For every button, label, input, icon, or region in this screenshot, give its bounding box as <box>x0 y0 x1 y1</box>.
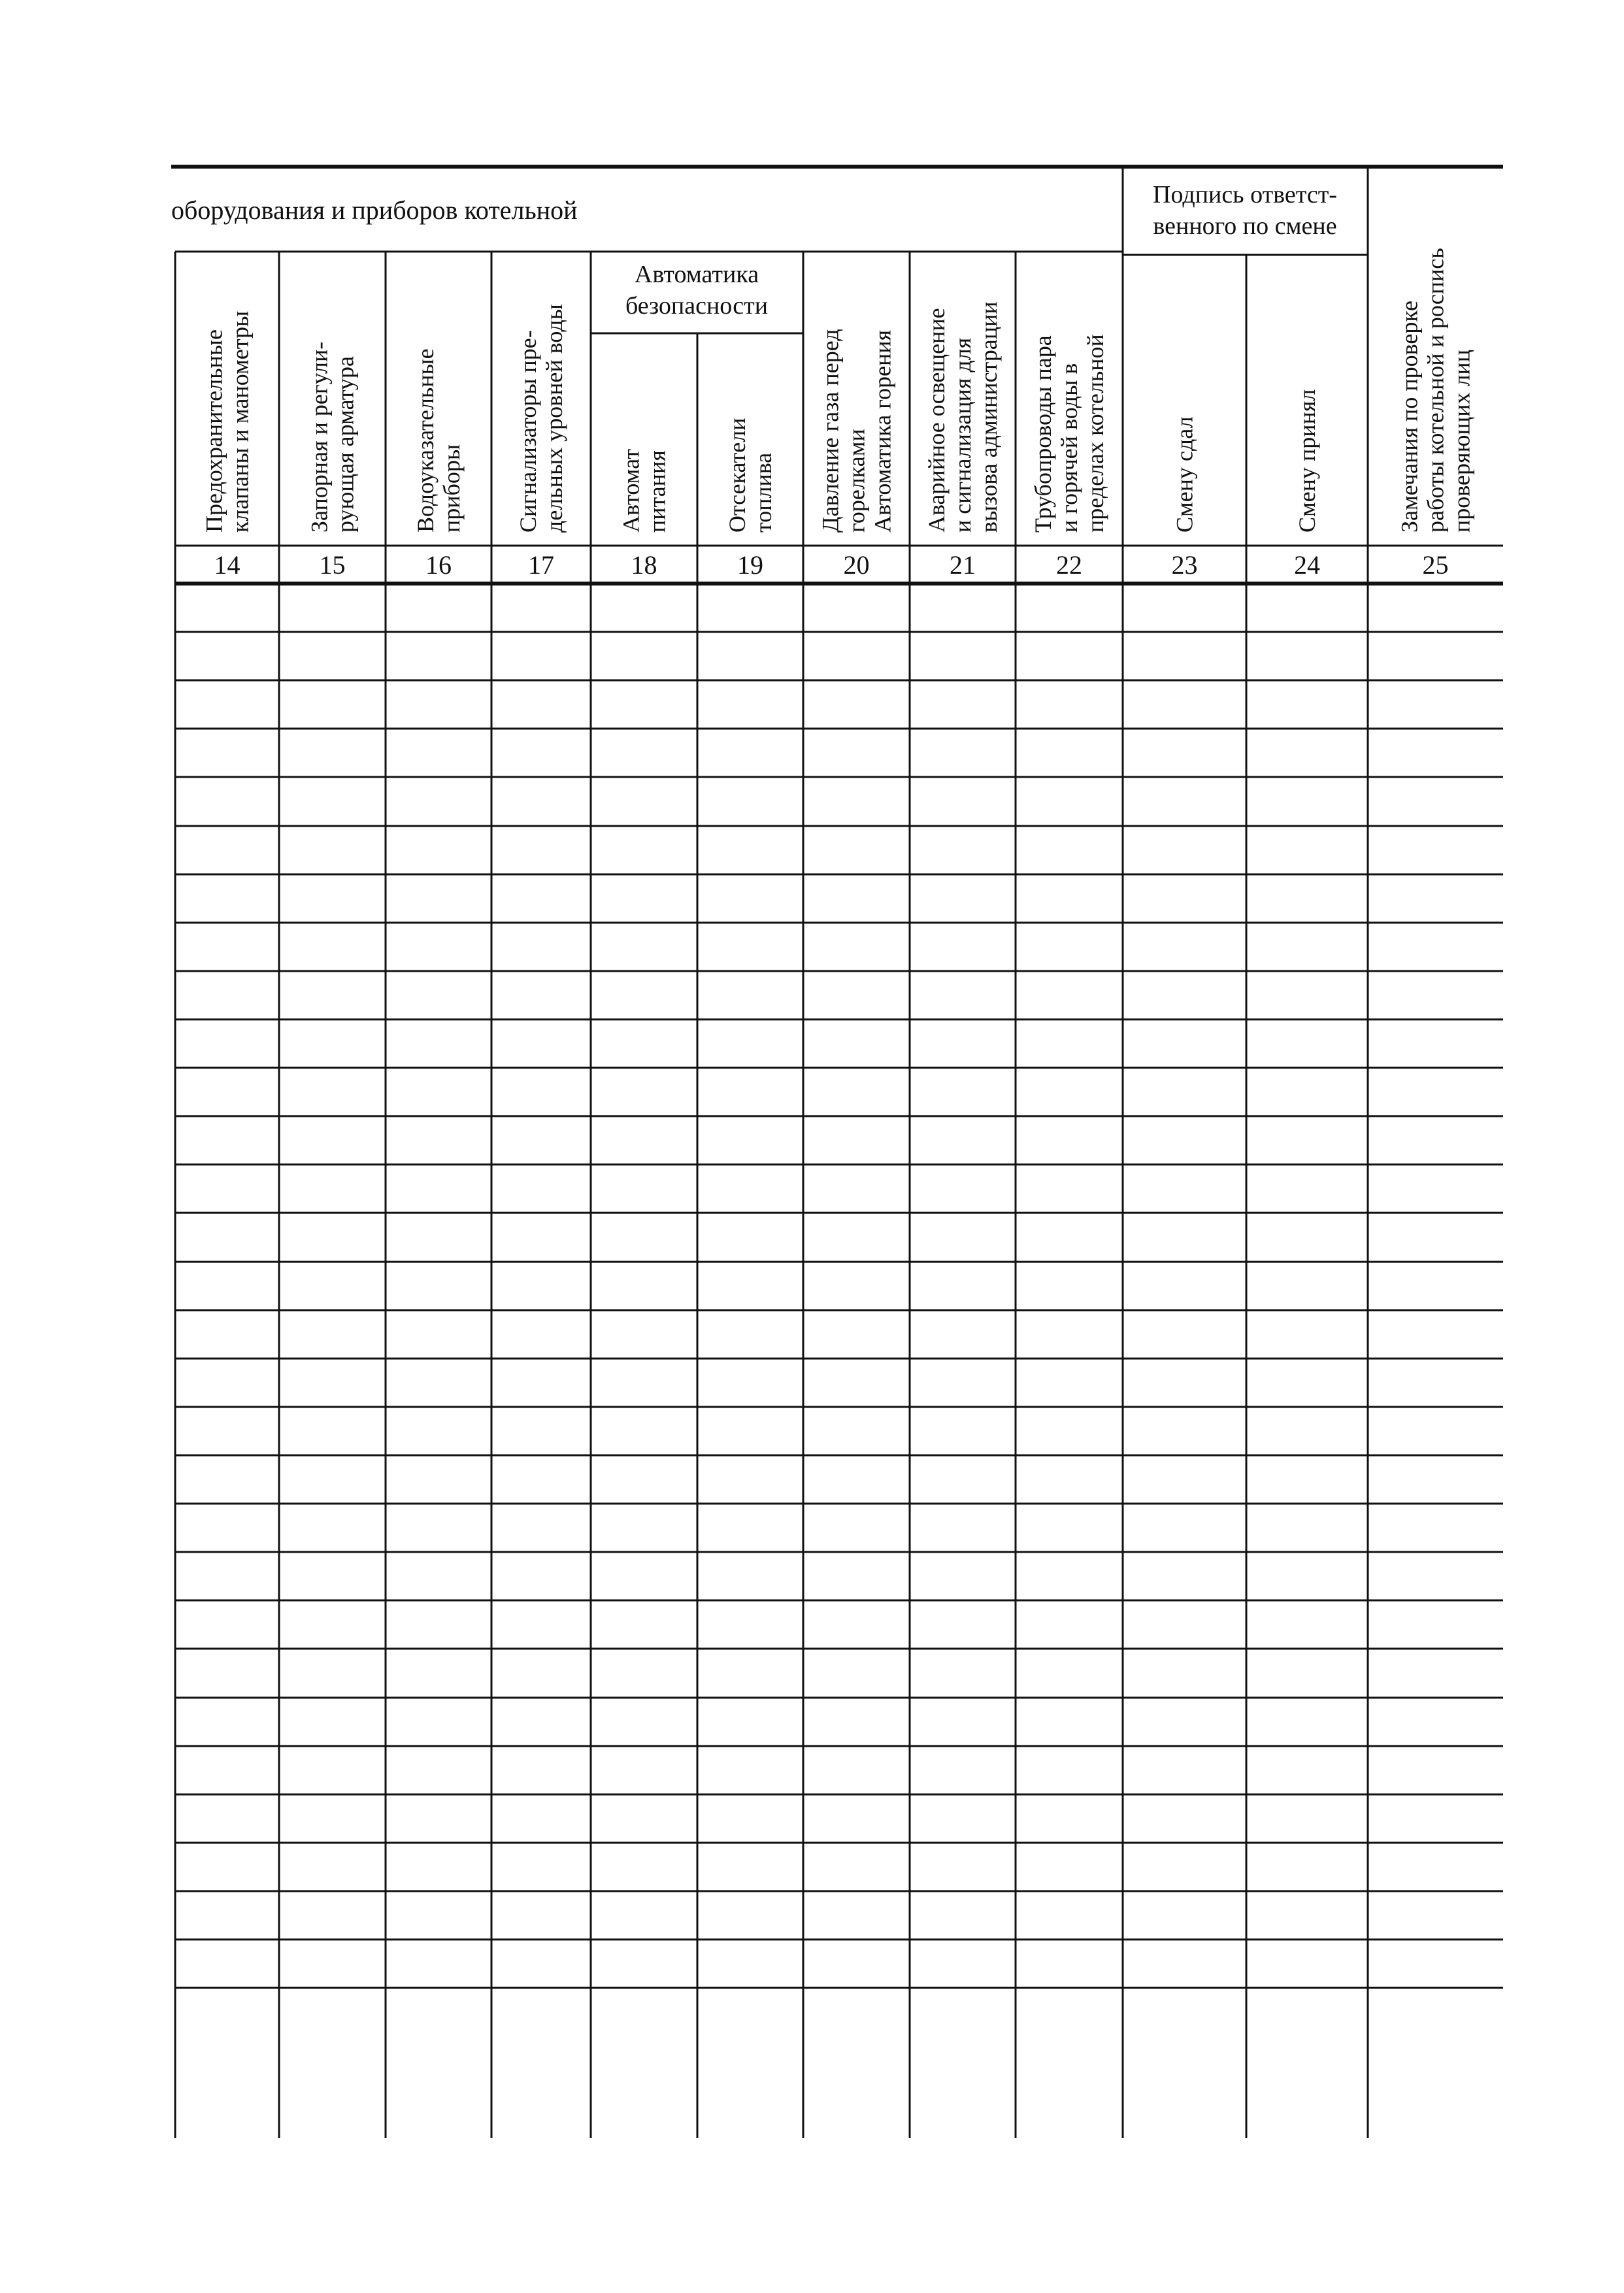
column-21-label: Аварийное освещение <box>923 308 950 533</box>
column-23-label: Смену сдал <box>1171 416 1198 533</box>
signature-group-title: Подпись ответст- <box>1153 181 1337 208</box>
column-16-label: приборы <box>439 444 465 533</box>
column-18-label: питания <box>644 450 671 533</box>
column-22-label: Трубопроводы пара <box>1030 335 1056 533</box>
column-headers <box>201 248 1475 580</box>
signature-group-title: венного по смене <box>1153 212 1337 240</box>
column-14-label: клапаны и манометры <box>227 310 254 533</box>
column-20-number: 20 <box>843 550 870 580</box>
column-25-label: работы котельной и роспись <box>1422 248 1449 533</box>
column-14-label: Предохранительные <box>201 329 227 533</box>
column-19-label: Отсекатели <box>724 418 750 533</box>
column-18-label: Автомат <box>618 449 644 533</box>
column-24-label: Смену принял <box>1294 389 1320 533</box>
column-15-label: Запорная и регули- <box>306 341 333 533</box>
column-18-number: 18 <box>631 550 657 580</box>
column-17-label: Сигнализаторы пре- <box>515 330 541 533</box>
column-21-label: вызова администрации <box>976 301 1002 533</box>
column-20-label: Автоматика горения <box>869 329 896 533</box>
column-22-number: 22 <box>1056 550 1082 580</box>
column-17-label: дельных уровней воды <box>541 304 567 533</box>
column-25-label: Замечания по проверке <box>1396 301 1423 533</box>
column-19-number: 19 <box>737 550 763 580</box>
column-20-label: горелками <box>843 429 870 533</box>
column-17-number: 17 <box>528 550 554 580</box>
column-25-label: проверяющих лиц <box>1448 350 1475 533</box>
column-19-label: топлива <box>750 452 776 533</box>
column-22-label: пределах котельной <box>1082 334 1108 533</box>
column-25-number: 25 <box>1422 550 1449 580</box>
column-14-number: 14 <box>214 550 240 580</box>
column-15-label: рующая арматура <box>332 356 359 533</box>
section-title: оборудования и приборов котельной <box>171 195 578 225</box>
column-24-number: 24 <box>1294 550 1320 580</box>
automation-group-title: Автоматика <box>634 261 759 288</box>
column-21-number: 21 <box>950 550 976 580</box>
column-21-label: и сигнализация для <box>950 337 976 533</box>
column-23-number: 23 <box>1171 550 1198 580</box>
column-20-label: Давление газа перед <box>817 329 844 533</box>
column-15-number: 15 <box>319 550 346 580</box>
group-labels <box>171 181 1337 320</box>
column-16-label: Водоуказательные <box>412 348 439 533</box>
automation-group-title: безопасности <box>625 292 769 320</box>
column-22-label: и горячей воды в <box>1056 363 1082 533</box>
column-16-number: 16 <box>425 550 452 580</box>
